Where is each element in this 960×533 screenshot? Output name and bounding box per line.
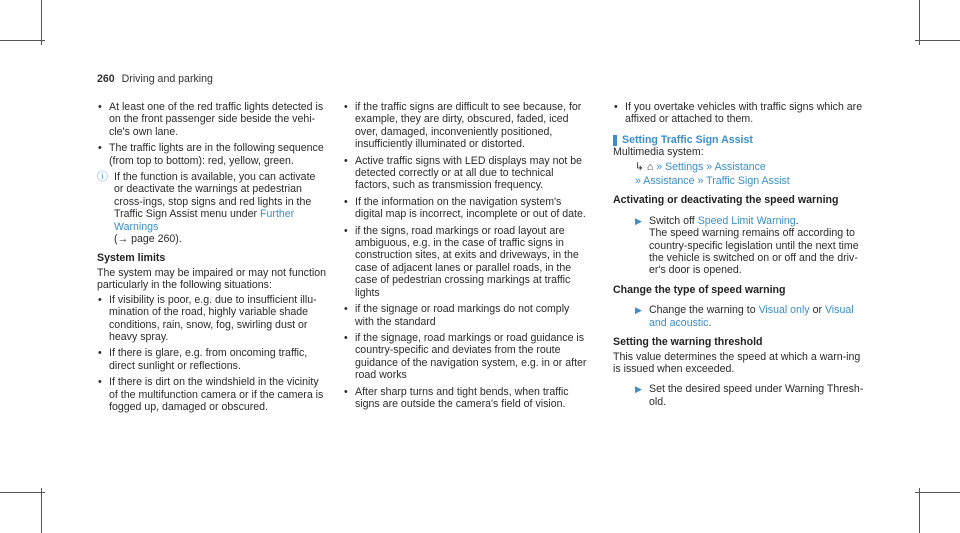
crop-mark bbox=[0, 492, 45, 493]
step-text: or bbox=[812, 304, 822, 317]
list-item: • If there is glare, e.g. from oncoming traffic, direct sunlight or reflections. bbox=[97, 347, 327, 372]
step-arrow-icon: ▶ bbox=[635, 305, 642, 316]
step-text: Set the desired speed under Warning Thresh-old. bbox=[649, 383, 864, 408]
multimedia-label: Multimedia system: bbox=[613, 146, 704, 159]
note-text: If the function is available, you can activate or deactivate the warnings at pedestrian cross-ings, stop signs and red lights in the Traffic Sign Assist menu under bbox=[114, 171, 316, 221]
list-item: • if the signage, road markings or road guidance is country-specific and deviates from the route guidance of the navigation system, e.g. in or after road works bbox=[343, 332, 588, 382]
further-warnings-link[interactable]: Further Warnings bbox=[114, 208, 295, 233]
crop-mark bbox=[0, 40, 45, 41]
list-item: • Active traffic signs with LED displays may not be detected correctly or at all due to technical factors, such as transmission frequency. bbox=[343, 155, 588, 192]
step-arrow-icon: ▶ bbox=[635, 384, 642, 395]
list-item: • If visibility is poor, e.g. due to insufficient illu-mination of the road, highly variable shade conditions, rain, snow, fog, swirling dust or heavy spray. bbox=[97, 294, 327, 344]
info-icon: ⓘ bbox=[97, 171, 108, 184]
chevron-icon: » bbox=[697, 175, 704, 188]
activate-heading: Activating or deactivating the speed warning bbox=[613, 194, 839, 207]
page-number: 260 bbox=[97, 73, 115, 85]
list-item: • if the signs, road markings or road layout are ambiguous, e.g. in the case of traffic signs in construction sites, at exits and driveways, in the case of adjacent lanes or parallel roads, in the case of pedestrian crossing markings at traffic lights bbox=[343, 225, 588, 299]
crop-mark bbox=[41, 0, 42, 45]
info-note bbox=[97, 171, 327, 245]
crop-mark bbox=[919, 488, 920, 533]
step-text: . bbox=[708, 316, 712, 329]
path-traffic-sign-assist[interactable]: Traffic Sign Assist bbox=[706, 175, 790, 188]
home-icon[interactable]: ⌂ bbox=[646, 160, 654, 173]
system-limits-intro: The system may be impaired or may not function particularly in the following situations: bbox=[97, 266, 327, 292]
visual-only-link[interactable]: Visual only bbox=[758, 304, 810, 317]
chevron-icon: » bbox=[656, 160, 663, 173]
crop-mark bbox=[915, 40, 960, 41]
list-item: • At least one of the red traffic lights detected is on the front passenger side beside the vehi-cle's own lane. bbox=[97, 101, 327, 138]
list-item: • If the information on the navigation system's digital map is incorrect, incomplete or out of date. bbox=[343, 196, 588, 221]
step-set-speed bbox=[613, 383, 868, 408]
step-change-type bbox=[613, 304, 868, 329]
list-item: • If there is dirt on the windshield in the vicinity of the multifunction camera or if the camera is fogged up, damaged or obscured. bbox=[97, 376, 327, 413]
column-right bbox=[613, 101, 868, 410]
path-arrow-icon: ↳ bbox=[635, 160, 644, 173]
crop-mark bbox=[919, 0, 920, 45]
conditions-list bbox=[97, 101, 327, 167]
step-text: Switch off bbox=[649, 214, 695, 227]
chevron-icon: » bbox=[635, 175, 641, 188]
list-item: • if the traffic signs are difficult to see because, for example, they are dirty, obscured, faded, iced over, damaged, inconveniently positioned, insufficiently illuminated or distorted. bbox=[343, 101, 588, 151]
column-middle bbox=[343, 101, 588, 414]
path-settings[interactable]: Settings bbox=[665, 160, 704, 173]
crop-mark bbox=[41, 488, 42, 533]
list-item: • After sharp turns and tight bends, when traffic signs are outside the camera's field of vision. bbox=[343, 386, 588, 411]
step-switch-off bbox=[613, 215, 868, 277]
step-text: . bbox=[795, 214, 799, 227]
page-reference[interactable]: (→ page 260). bbox=[114, 233, 182, 246]
list-item: • if the signage or road markings do not comply with the standard bbox=[343, 303, 588, 328]
step-text: Change the warning to bbox=[649, 304, 756, 317]
column-left bbox=[97, 101, 327, 417]
path-assistance-sub[interactable]: Assistance bbox=[643, 175, 695, 188]
threshold-body: This value determines the speed at which a warn-ing is issued when exceeded. bbox=[613, 350, 861, 375]
page-title: Driving and parking bbox=[121, 73, 213, 85]
path-assistance[interactable]: Assistance bbox=[714, 160, 766, 173]
list-item: • If you overtake vehicles with traffic signs which are affixed or attached to them. bbox=[613, 101, 868, 126]
step-body: The speed warning remains off according to country-specific legislation until the next time the vehicle is switched on or off and the driv-er's door is opened. bbox=[649, 227, 859, 277]
visual-acoustic-link[interactable]: Visual and acoustic bbox=[649, 304, 854, 329]
system-limits-heading: System limits bbox=[97, 252, 166, 265]
list-item: • The traffic lights are in the following sequence (from top to bottom): red, yellow, green. bbox=[97, 142, 327, 167]
type-heading: Change the type of speed warning bbox=[613, 283, 786, 296]
limits-list bbox=[97, 294, 327, 414]
limits-list-continued bbox=[343, 101, 588, 410]
chevron-icon: » bbox=[706, 160, 713, 173]
threshold-heading: Setting the warning threshold bbox=[613, 336, 763, 349]
page-header bbox=[97, 73, 213, 85]
menu-path-2 bbox=[613, 175, 868, 187]
step-arrow-icon: ▶ bbox=[635, 215, 642, 226]
speed-limit-warning-link[interactable]: Speed Limit Warning bbox=[697, 214, 796, 227]
setting-heading: Setting Traffic Sign Assist bbox=[613, 134, 868, 146]
limits-list-end bbox=[613, 101, 868, 126]
menu-path-1 bbox=[613, 161, 868, 173]
crop-mark bbox=[915, 492, 960, 493]
